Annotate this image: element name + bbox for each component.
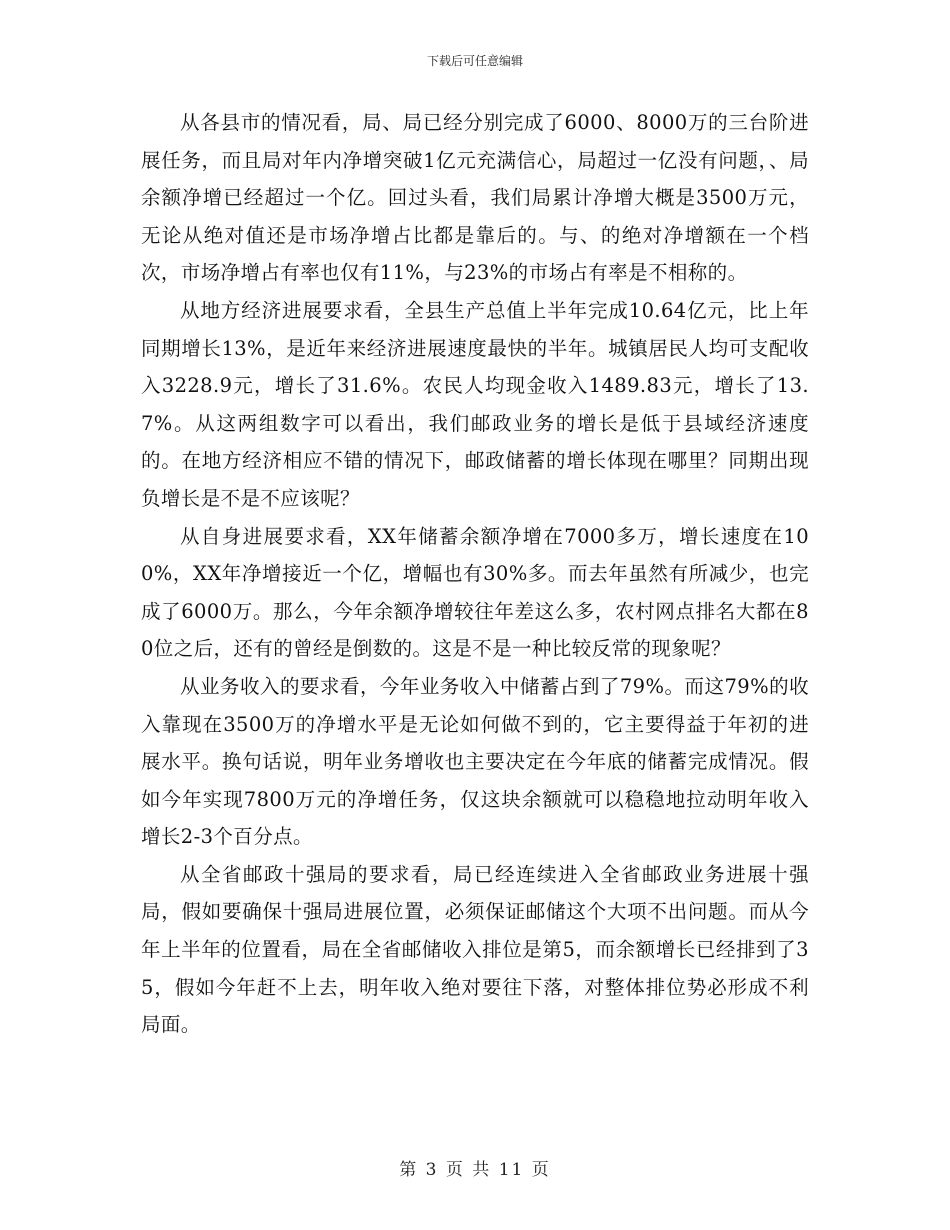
paragraph-top-ten-ranking: 从全省邮政十强局的要求看，局已经连续进入全省邮政业务进展十强局，假如要确保十强局进展位置，必须保证邮储这个大项不出问题。而从今年上半年的位置看，局在全省邮储收入排位是第5，而余额增长已经排到了35，假如今年赶不上去，明年收入绝对要往下落，对整体排位势必形成不利局面。 [141,862,809,1037]
page-header: 下载后可任意编辑 [426,54,523,68]
paragraph-local-economy: 从地方经济进展要求看，全县生产总值上半年完成10.64亿元，比上年同期增长13%，是近年来经济进展速度最快的半年。城镇居民人均可支配收入3228.9元，增长了31.6%。农民人均现金收入1489.83元，增长了13.7%。从这两组数字可以看出，我们邮政业务的增长是低于县域经济速度的。在地方经济相应不错的情况下，邮政储蓄的增长体现在哪里？同期出现负增长是不是不应该呢？ [141,298,809,510]
paragraph-business-income: 从业务收入的要求看，今年业务收入中储蓄占到了79%。而这79%的收入靠现在3500万的净增水平是无论如何做不到的，它主要得益于年初的进展水平。换句话说，明年业务增收也主要决定在今年底的储蓄完成情况。假如今年实现7800万元的净增任务，仅这块余额就可以稳稳地拉动明年收入增长2-3个百分点。 [141,674,809,849]
document-body [141,104,809,1044]
paragraph-self-development: 从自身进展要求看，XX年储蓄余额净增在7000多万，增长速度在100%，XX年净增接近一个亿，增幅也有30%多。而去年虽然有所减少，也完成了6000万。那么，今年余额净增较往年差这么多，农村网点排名大都在80位之后，还有的曾经是倒数的。这是不是一种比较反常的现象呢？ [141,524,809,661]
page-footer: 第 3 页 共 11 页 [399,1160,551,1180]
paragraph-county-comparison: 从各县市的情况看，局、局已经分别完成了6000、8000万的三台阶进展任务，而且局对年内净增突破1亿元充满信心，局超过一亿没有问题，、局余额净增已经超过一个亿。回过头看，我们局累计净增大概是3500万元，无论从绝对值还是市场净增占比都是靠后的。与、的绝对净增额在一个档次，市场净增占有率也仅有11%，与23%的市场占有率是不相称的。 [141,111,809,285]
